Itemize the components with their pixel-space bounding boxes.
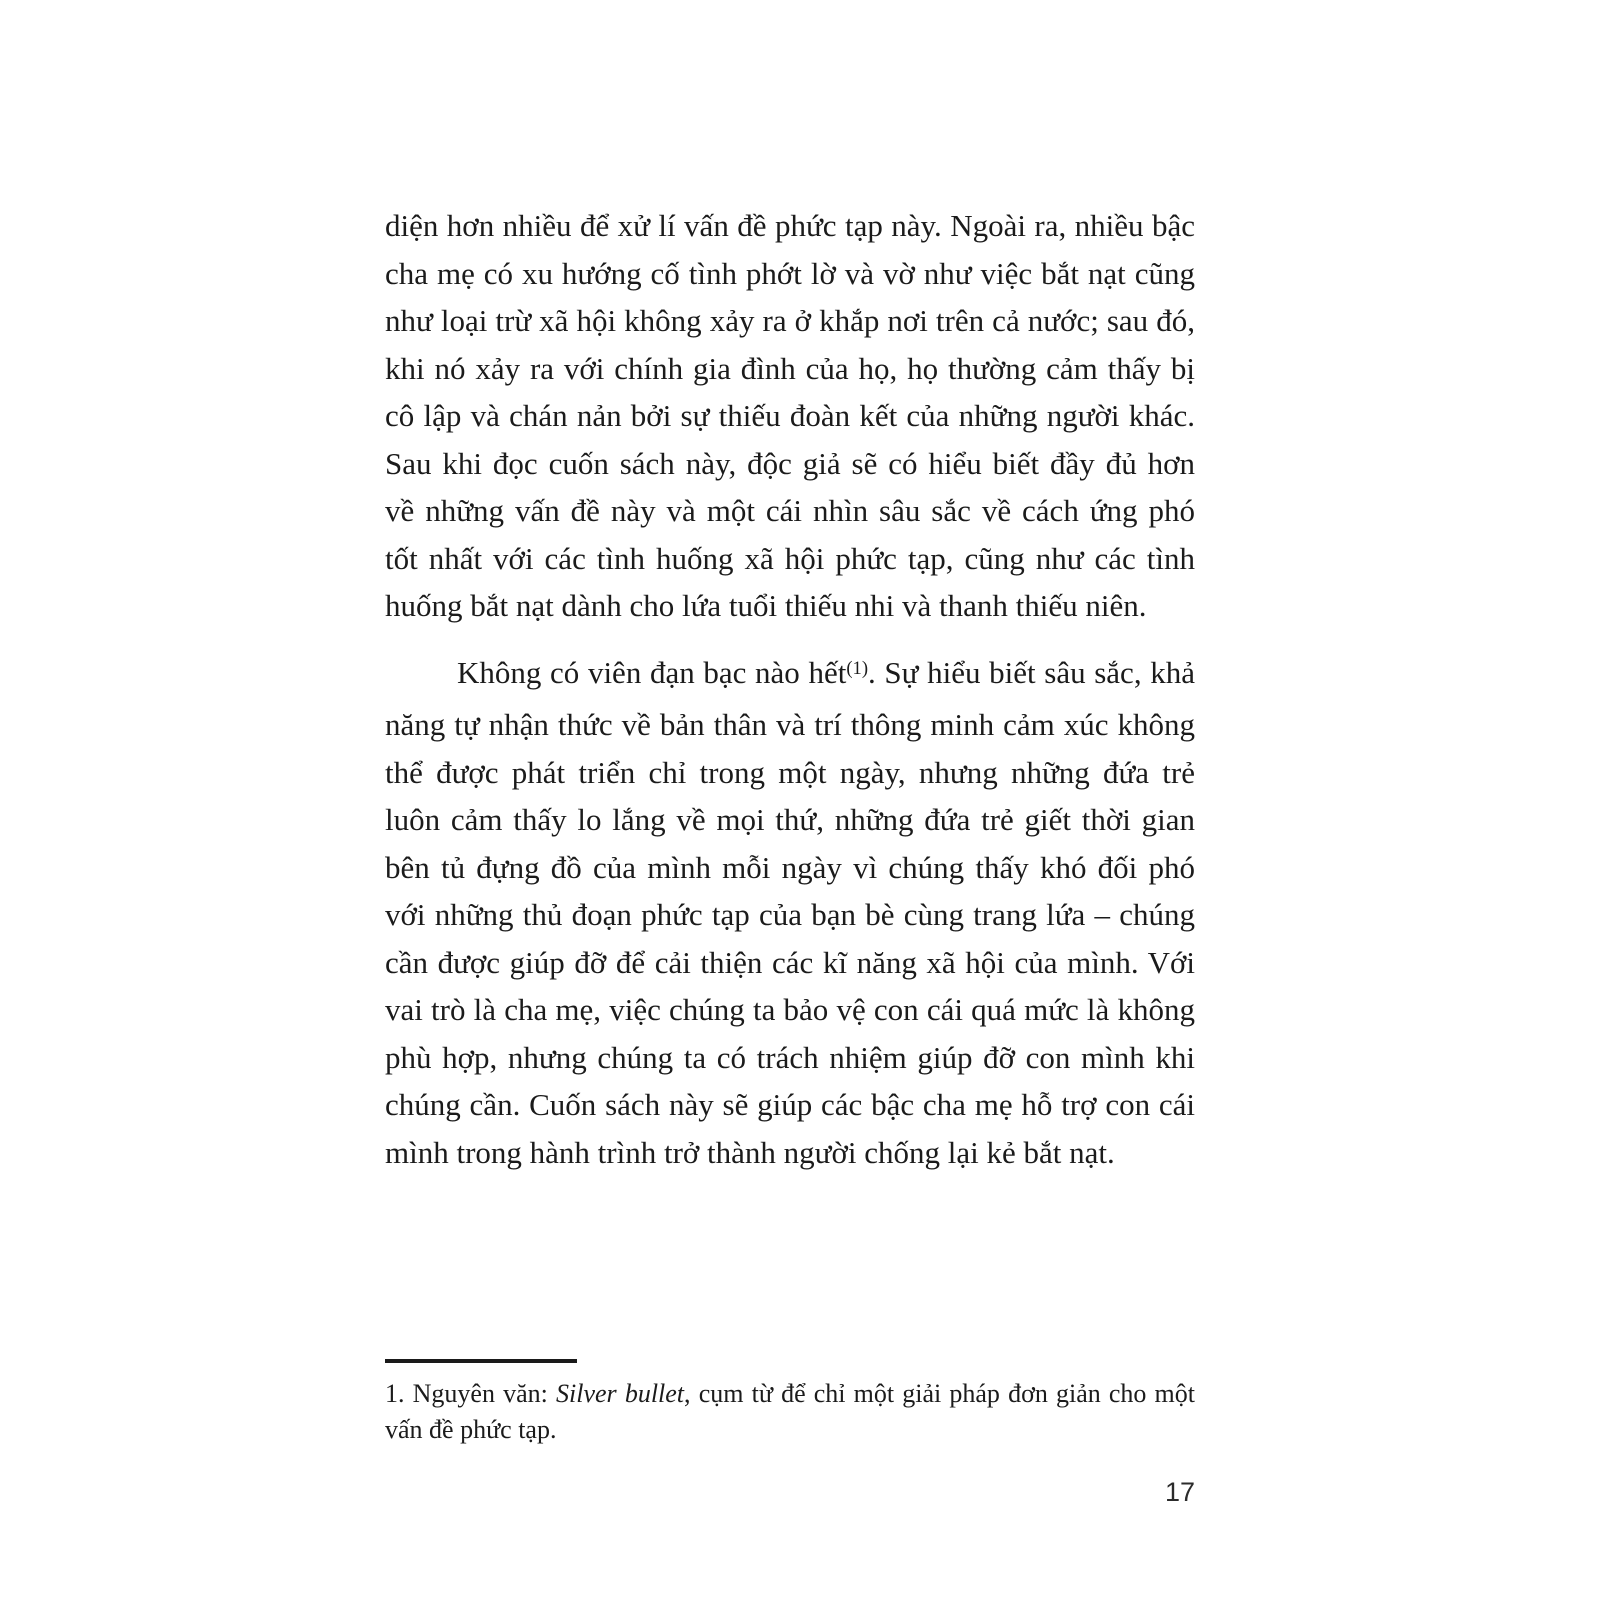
footnote-italic-term: Silver bullet (556, 1379, 685, 1408)
text-line: Sau khi đọc cuốn sách này, độc giả sẽ có hiểu biết đầy đủ hơn (385, 445, 1195, 481)
text-line: cha mẹ có xu hướng cố tình phớt lờ và vờ như việc bắt nạt cũng (385, 255, 1195, 291)
text-line (385, 649, 1195, 702)
footnote (385, 1359, 1195, 1448)
text-line: năng tự nhận thức về bản thân và trí thông minh cảm xúc không (385, 707, 1195, 742)
footnote-marker: 1. Nguyên văn: (385, 1379, 557, 1408)
text-line: luôn cảm thấy lo lắng về mọi thứ, những đứa trẻ giết thời gian (385, 802, 1195, 837)
text-line: bên tủ đựng đồ của mình mỗi ngày vì chúng thấy khó đối phó (385, 849, 1195, 885)
paragraph-1 (385, 202, 1195, 630)
text-segment: Không có viên đạn bạc nào hết (457, 654, 847, 690)
footnote-line (385, 1376, 1195, 1412)
text-line: mình trong hành trình trở thành người chống lại kẻ bắt nạt. (385, 1134, 1115, 1170)
text-line: cô lập và chán nản bởi sự thiếu đoàn kết của những người khác. (385, 398, 1195, 433)
text-line: như loại trừ xã hội không xảy ra ở khắp nơi trên cả nước; sau đó, (385, 303, 1195, 338)
text-line: thể được phát triển chỉ trong một ngày, nhưng những đứa trẻ (385, 754, 1195, 790)
text-line: tốt nhất với các tình huống xã hội phức tạp, cũng như các tình (385, 540, 1195, 576)
text-line: diện hơn nhiều để xử lí vấn đề phức tạp này. Ngoài ra, nhiều bậc (385, 208, 1195, 243)
text-line: về những vấn đề này và một cái nhìn sâu sắc về cách ứng phó (385, 493, 1195, 528)
text-line: chúng cần. Cuốn sách này sẽ giúp các bậc cha mẹ hỗ trợ con cái (385, 1087, 1195, 1122)
footnote-reference: (1) (846, 657, 869, 679)
text-line: phù hợp, nhưng chúng ta có trách nhiệm giúp đỡ con mình khi (385, 1039, 1195, 1075)
text-segment: . Sự hiểu biết sâu sắc, khả (868, 654, 1195, 690)
page-number: 17 (1164, 1477, 1195, 1507)
text-line: với những thủ đoạn phức tạp của bạn bè cùng trang lứa – chúng (385, 897, 1195, 932)
text-line: khi nó xảy ra với chính gia đình của họ, họ thường cảm thấy bị (385, 350, 1195, 386)
text-line: huống bắt nạt dành cho lứa tuổi thiếu nhi và thanh thiếu niên. (385, 588, 1147, 623)
body-text (385, 202, 1195, 1176)
footnote-text: , cụm từ để chỉ một giải pháp đơn giản cho một (684, 1379, 1196, 1408)
paragraph-2 (385, 649, 1195, 1177)
footnote-separator (385, 1359, 577, 1363)
text-line: cần được giúp đỡ để cải thiện các kĩ năng xã hội của mình. Với (385, 944, 1195, 980)
text-line: vai trò là cha mẹ, việc chúng ta bảo vệ con cái quá mức là không (385, 992, 1195, 1027)
footnote-line: vấn đề phức tạp. (385, 1415, 557, 1444)
